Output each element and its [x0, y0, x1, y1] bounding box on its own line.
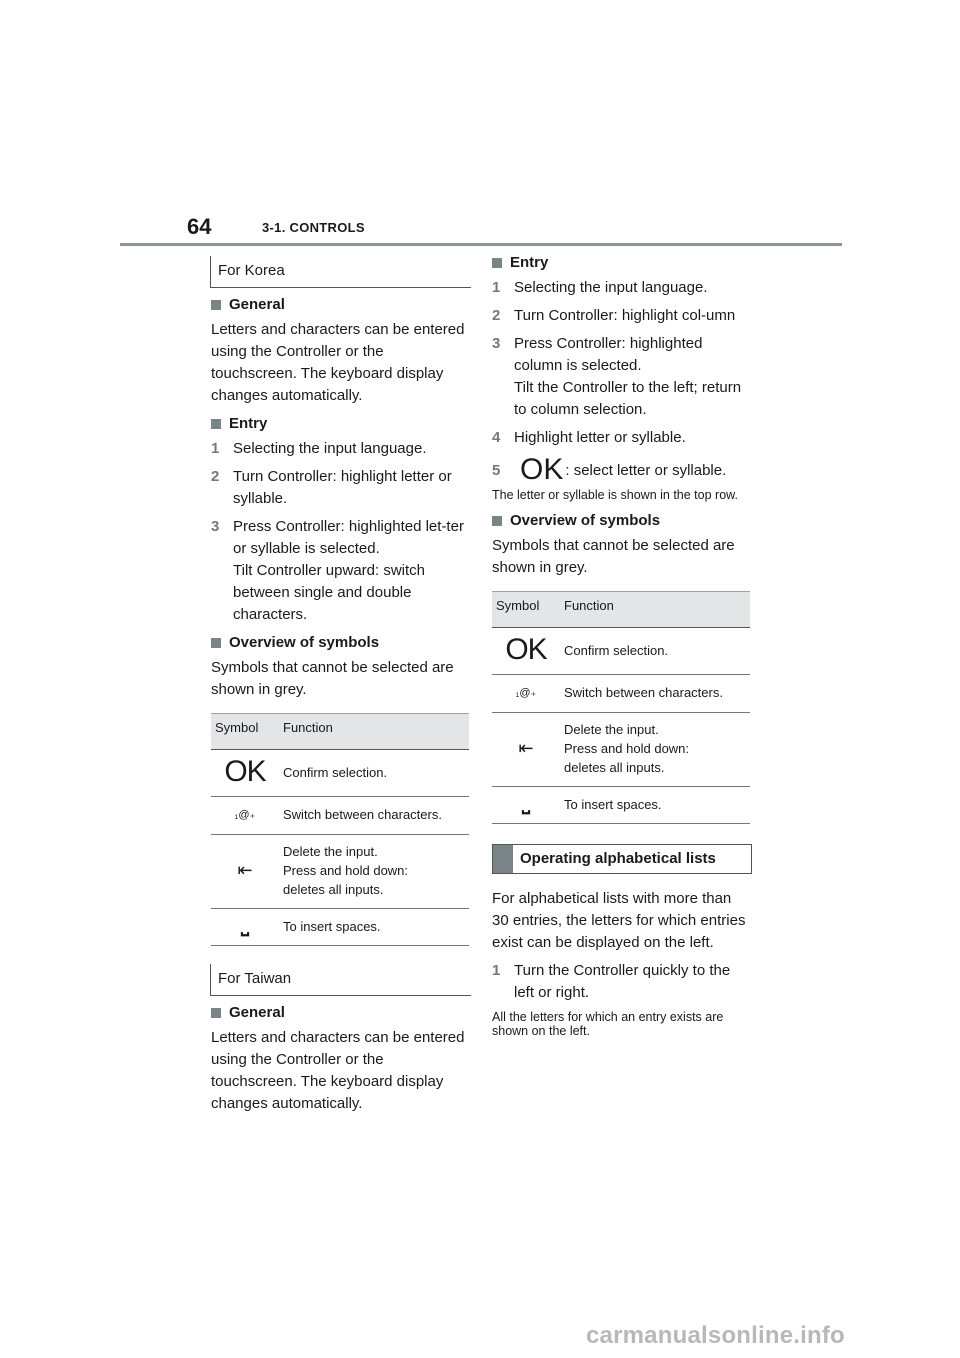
switch-characters-icon: ₁@₊: [234, 809, 256, 821]
overview-paragraph: Symbols that cannot be selected are shown in grey.: [211, 659, 454, 698]
note-text: The letter or syllable is shown in the top row.: [492, 488, 738, 502]
function-line: Delete the input.: [283, 844, 378, 859]
step-body: [233, 516, 471, 626]
note-text: All the letters for which an entry exists are shown on the left.: [492, 1010, 724, 1038]
step-item: [211, 438, 471, 460]
section-heading-label: Entry: [229, 415, 268, 432]
table-row: [211, 750, 469, 797]
page-number: 64: [187, 214, 212, 239]
symbol-cell: [211, 835, 279, 909]
symbol-table: [492, 591, 750, 824]
table-row: [211, 835, 469, 909]
step-text: : select letter or syllable.: [565, 462, 727, 479]
region-heading-taiwan: For Taiwan: [210, 964, 471, 996]
table-row: [492, 713, 750, 787]
step-text: Turn Controller: highlight col-umn: [514, 307, 736, 324]
function-cell: To insert spaces.: [279, 909, 469, 946]
symbol-cell: [211, 750, 279, 797]
step-item: [211, 466, 471, 510]
function-cell: [279, 835, 469, 909]
step-number: 2: [492, 307, 501, 324]
section-heading-entry: [211, 415, 471, 432]
delete-icon: ⇤: [237, 859, 253, 880]
step-body: [514, 333, 752, 421]
step-text: Highlight letter or syllable.: [514, 429, 686, 446]
step-text: Press Controller: highlighted let-ter or syllable is selected.: [233, 518, 464, 557]
table-row: [211, 909, 469, 946]
section-heading-general: [211, 296, 471, 313]
callout-bar: [493, 845, 513, 873]
function-cell: To insert spaces.: [560, 787, 750, 824]
symbol-cell: [492, 628, 560, 675]
function-line: deletes all inputs.: [283, 882, 384, 897]
symbol-cell: [492, 675, 560, 713]
step-item: [492, 333, 752, 421]
function-cell: Switch between characters.: [560, 675, 750, 713]
step-extra-text: Tilt the Controller to the left; return to column selection.: [514, 379, 742, 418]
right-column: [492, 252, 752, 1048]
function-line: deletes all inputs.: [564, 760, 665, 775]
step-text: Selecting the input language.: [233, 440, 427, 457]
callout-heading: [492, 844, 752, 874]
section-heading-overview: [492, 512, 752, 529]
symbol-cell: [492, 713, 560, 787]
square-bullet-icon: [211, 638, 221, 648]
step-text: Turn the Controller quickly to the left or right.: [514, 962, 731, 1001]
step-item: [492, 277, 752, 299]
function-line: Press and hold down:: [283, 863, 409, 878]
step-number: 1: [492, 279, 501, 296]
general-paragraph: Letters and characters can be entered using the Controller or the touchscreen. The keyboard display changes automatically.: [211, 321, 465, 404]
step-text: Press Controller: highlighted column is selected.: [514, 335, 703, 374]
section-heading-general: [211, 1004, 471, 1021]
step-item: [492, 305, 752, 327]
step-number: 1: [211, 440, 220, 457]
ok-icon: OK: [505, 633, 547, 666]
step-number: 1: [492, 962, 501, 979]
square-bullet-icon: [492, 258, 502, 268]
function-cell: Confirm selection.: [560, 628, 750, 675]
step-number: 2: [211, 468, 220, 485]
region-heading-korea: For Korea: [210, 256, 471, 288]
step-item: [492, 453, 752, 486]
function-cell: Confirm selection.: [279, 750, 469, 797]
overview-paragraph: Symbols that cannot be selected are shown in grey.: [492, 537, 735, 576]
section-heading-label: General: [229, 296, 285, 313]
square-bullet-icon: [211, 300, 221, 310]
function-cell: Switch between characters.: [279, 797, 469, 835]
column-header-function: Function: [279, 714, 469, 750]
column-header-function: Function: [560, 592, 750, 628]
square-bullet-icon: [492, 516, 502, 526]
space-icon: ⎵: [522, 792, 530, 814]
table-header-row: [492, 592, 750, 628]
chapter-title: 3-1. CONTROLS: [262, 220, 365, 235]
symbol-cell: [492, 787, 560, 824]
table-header-row: [211, 714, 469, 750]
step-number: 3: [492, 335, 501, 352]
table-row: [211, 797, 469, 835]
callout-heading-label: Operating alphabetical lists: [520, 850, 716, 867]
section-heading-label: Entry: [510, 254, 549, 271]
section-heading-overview: [211, 634, 471, 651]
step-text: Turn Controller: highlight letter or syllable.: [233, 468, 452, 507]
square-bullet-icon: [211, 1008, 221, 1018]
header-divider: [120, 243, 842, 246]
ok-icon: OK: [520, 453, 564, 486]
section-heading-label: General: [229, 1004, 285, 1021]
left-column: [211, 256, 471, 1121]
delete-icon: ⇤: [518, 737, 534, 758]
step-item: [492, 427, 752, 449]
step-extra-text: Tilt Controller upward: switch between single and double characters.: [233, 562, 426, 623]
symbol-table: [211, 713, 469, 946]
symbol-cell: [211, 797, 279, 835]
step-body: [514, 453, 752, 486]
function-cell: [560, 713, 750, 787]
square-bullet-icon: [211, 419, 221, 429]
lists-paragraph: For alphabetical lists with more than 30 entries, the letters for which entries exist can be displayed on the left.: [492, 890, 746, 951]
section-heading-label: Overview of symbols: [229, 634, 380, 651]
step-number: 3: [211, 518, 220, 535]
switch-characters-icon: ₁@₊: [515, 687, 537, 699]
step-number: 5: [492, 461, 501, 479]
step-item: [211, 516, 471, 626]
function-line: Delete the input.: [564, 722, 659, 737]
table-row: [492, 675, 750, 713]
step-text: Selecting the input language.: [514, 279, 708, 296]
step-number: 4: [492, 429, 501, 446]
ok-icon: OK: [224, 755, 266, 788]
watermark: carmanualsonline.info: [586, 1322, 845, 1349]
symbol-cell: [211, 909, 279, 946]
step-item: [492, 960, 752, 1004]
section-heading-entry: [492, 254, 752, 271]
section-heading-label: Overview of symbols: [510, 512, 661, 529]
table-row: [492, 628, 750, 675]
function-line: Press and hold down:: [564, 741, 690, 756]
table-row: [492, 787, 750, 824]
general-paragraph: Letters and characters can be entered using the Controller or the touchscreen. The keyboard display changes automatically.: [211, 1029, 465, 1112]
column-header-symbol: Symbol: [492, 592, 560, 628]
space-icon: ⎵: [241, 914, 249, 936]
column-header-symbol: Symbol: [211, 714, 279, 750]
